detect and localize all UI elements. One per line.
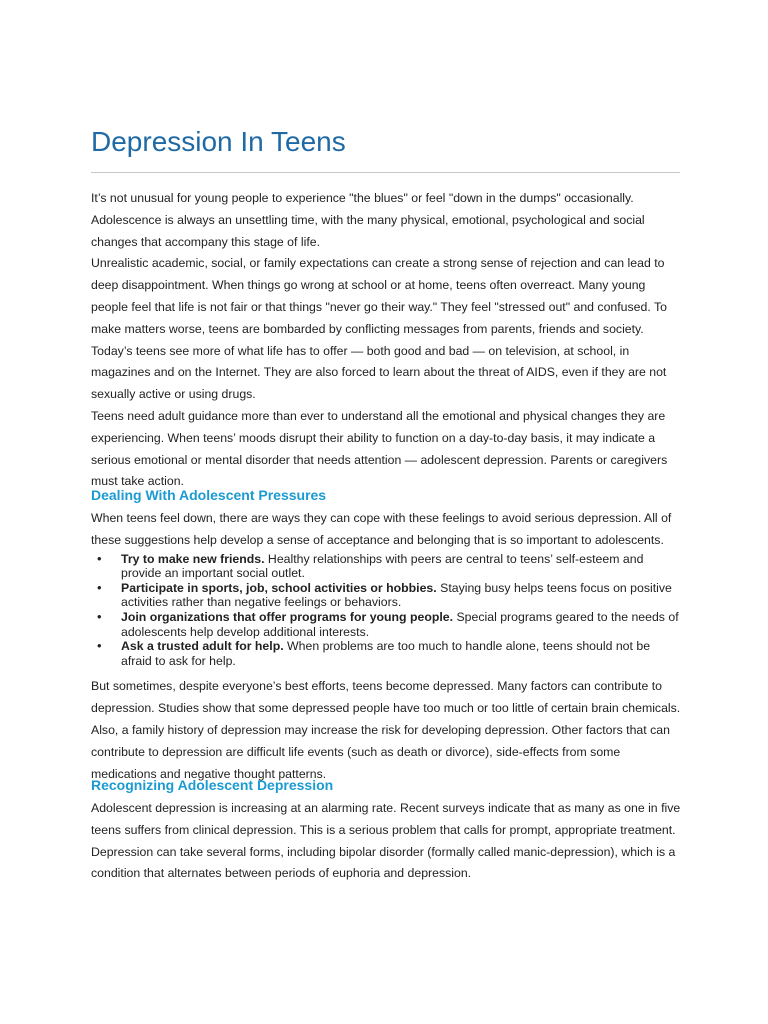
list-item-text: Special programs geared to the needs of adolescents help develop additional interests. bbox=[121, 609, 679, 639]
list-item-text: Staying busy helps teens focus on positive activities rather than negative feelings or behaviors. bbox=[121, 580, 672, 610]
list-item-bold: Ask a trusted adult for help. bbox=[121, 639, 284, 654]
list-item bbox=[91, 610, 681, 639]
title-divider bbox=[91, 172, 680, 173]
section-lead-paragraph: When teens feel down, there are ways they can cope with these feelings to avoid serious depression. All of these suggestions help develop a sense of acceptance and belonging that is so important to adolescents. bbox=[91, 511, 672, 547]
list-item-bold: Try to make new friends. bbox=[121, 551, 265, 566]
list-item bbox=[91, 581, 681, 610]
section-paragraph: Adolescent depression is increasing at an alarming rate. Recent surveys indicate that as many as one in five teens suffers from clinical depression. This is a serious problem that calls for prompt, appropriate treatment. Depression can take several forms, including bipolar disorder (formally called manic-depression), which is a condition that alternates between periods of euphoria and depression. bbox=[91, 801, 681, 881]
list-item-text: Healthy relationships with peers are central to teens’ self-esteem and provide an important social outlet. bbox=[121, 551, 644, 581]
section-heading: Dealing With Adolescent Pressures bbox=[91, 487, 327, 503]
list-item-text: When problems are too much to handle alone, teens should not be afraid to ask for help. bbox=[121, 639, 651, 668]
intro-paragraph: Teens need adult guidance more than ever to understand all the emotional and physical changes they are experiencing. When teens’ moods disrupt their ability to function on a day-to-day basis, it may indicate a serious emotional or mental disorder that needs attention — adolescent depression. Parents or caregivers must take action. bbox=[91, 408, 668, 489]
coping-tips-list bbox=[91, 552, 681, 669]
intro-paragraph: Unrealistic academic, social, or family expectations can create a strong sense of rejection and can lead to deep disappointment. When things go wrong at school or at home, teens often overreact. Many young people feel that life is not fair or that things "never go their way." They feel "stressed out" and confused. To make matters worse, teens are bombarded by conflicting messages from parents, friends and society. Today’s teens see more of what life has to offer — both good and bad — on television, at school, in magazines and on the Internet. They are also forced to learn about the threat of AIDS, even if they are not sexually active or using drugs. bbox=[91, 256, 667, 402]
list-item-bold: Participate in sports, job, school activities or hobbies. bbox=[121, 580, 437, 595]
list-item bbox=[91, 552, 681, 581]
intro-paragraph: It’s not unusual for young people to experience "the blues" or feel "down in the dumps" occasionally. Adolescence is always an unsettling time, with the many physical, emotional, psychological and social changes that accompany this stage of life. bbox=[91, 191, 645, 249]
list-item bbox=[91, 639, 681, 668]
section-recognizing-depression bbox=[91, 776, 681, 885]
section-adolescent-pressures bbox=[91, 486, 681, 785]
section-paragraph: But sometimes, despite everyone’s best efforts, teens become depressed. Many factors can contribute to depression. Studies show that some depressed people have too much or too little of certain brain chemicals. Also, a family history of depression may increase the risk for developing depression. Other factors that can contribute to depression are difficult life events (such as death or divorce), side-effects from some medications and negative thought patterns. bbox=[91, 679, 681, 781]
intro-section bbox=[91, 188, 681, 493]
page-title: Depression In Teens bbox=[91, 126, 346, 157]
section-heading: Recognizing Adolescent Depression bbox=[91, 777, 334, 793]
list-item-bold: Join organizations that offer programs for young people. bbox=[121, 609, 454, 624]
